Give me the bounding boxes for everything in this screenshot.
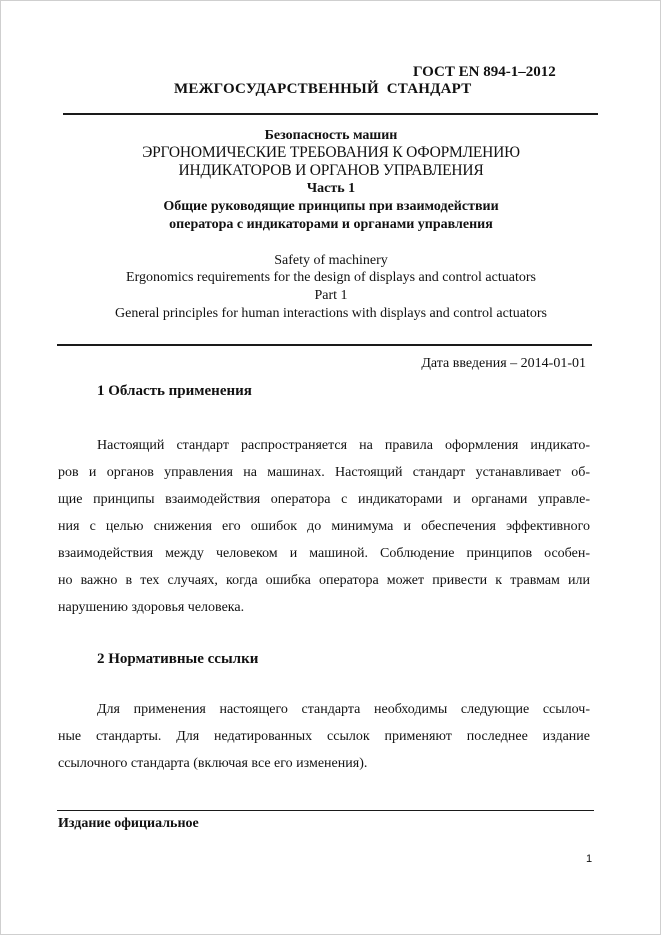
paragraph-line: ров и органов управления на машинах. Настоящий стандарт устанавливает об- — [58, 465, 590, 480]
title-subtitle-en: General principles for human interactions with displays and control actuators — [115, 306, 547, 321]
paragraph-line: нарушению здоровья человека. — [58, 600, 245, 615]
title-category-ru: Безопасность машин — [264, 128, 398, 143]
section-heading-references: 2 Нормативные ссылки — [97, 651, 259, 667]
page-number: 1 — [586, 853, 593, 865]
title-category-en: Safety of machinery — [274, 253, 388, 268]
title-main-en: Ergonomics requirements for the design of displays and control actuators — [126, 270, 536, 285]
title-main-ru-line-2: ИНДИКАТОРОВ И ОРГАНОВ УПРАВЛЕНИЯ — [178, 162, 484, 179]
paragraph-line: ссылочного стандарта (включая все его изменения). — [58, 756, 368, 771]
paragraph-line: щие принципы взаимодействия оператора с индикаторами и органами управле- — [58, 492, 590, 507]
title-part-ru: Часть 1 — [306, 181, 356, 196]
section-paragraph-references — [58, 696, 590, 777]
paragraph-line: ния с целью снижения его ошибок до минимума и обеспечения эффективного — [58, 519, 590, 534]
paragraph-line: взаимодействия между человеком и машиной. Соблюдение принципов особен- — [58, 546, 590, 561]
title-subtitle-ru-line-2: оператора с индикаторами и органами управления — [169, 217, 493, 232]
document-number: ГОСТ EN 894-1–2012 — [413, 64, 556, 80]
title-subtitle-ru-line-1: Общие руководящие принципы при взаимодействии — [163, 199, 499, 214]
title-main-ru-line-1: ЭРГОНОМИЧЕСКИЕ ТРЕБОВАНИЯ К ОФОРМЛЕНИЮ — [142, 144, 520, 161]
paragraph-line: ные стандарты. Для недатированных ссылок применяют последнее издание — [58, 729, 590, 744]
paragraph-line: Настоящий стандарт распространяется на правила оформления индикато- — [97, 438, 590, 453]
title-rule — [57, 344, 592, 346]
paragraph-line: Для применения настоящего стандарта необходимы следующие ссылоч- — [97, 702, 590, 717]
section-heading-scope: 1 Область применения — [97, 383, 252, 399]
standard-kind: МЕЖГОСУДАРСТВЕННЫЙ СТАНДАРТ — [174, 81, 472, 97]
header-rule — [63, 113, 598, 115]
paragraph-line: но важно в тех случаях, когда ошибка оператора может привести к травмам или — [58, 573, 590, 588]
footer-rule — [57, 810, 594, 811]
section-paragraph-scope — [58, 432, 590, 621]
title-part-en: Part 1 — [314, 288, 348, 303]
introduction-date: Дата введения – 2014-01-01 — [421, 356, 586, 371]
official-edition-label: Издание официальное — [58, 816, 199, 831]
